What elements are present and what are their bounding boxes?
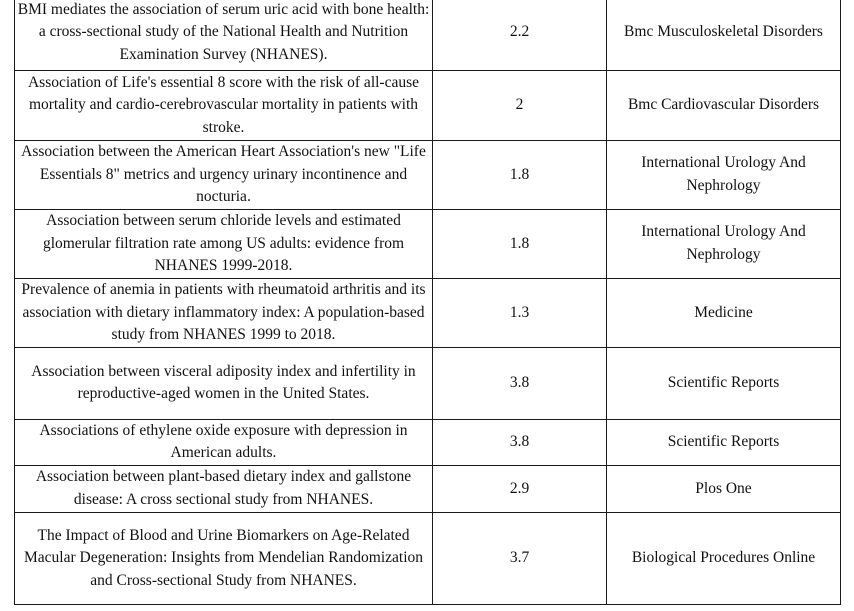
table-row <box>15 141 841 210</box>
paper-title-cell: Association between serum chloride levels and estimated glomerular filtration rate among US adults: evidence from NHANES 1999-2018. <box>15 210 433 279</box>
paper-title-cell: Association between the American Heart Association's new "Life Essentials 8" metrics and urgency urinary incontinence and nocturia. <box>15 141 433 210</box>
publication-table <box>14 0 841 605</box>
table-row <box>15 512 841 604</box>
table-row <box>15 465 841 512</box>
journal-cell: Scientific Reports <box>607 347 841 419</box>
impact-factor-cell: 1.8 <box>433 141 607 210</box>
table-row <box>15 210 841 279</box>
table-row <box>15 347 841 419</box>
impact-factor-cell: 1.8 <box>433 210 607 279</box>
paper-title-cell: Association of Life's essential 8 score with the risk of all-cause mortality and cardio-cerebrovascular mortality in patients with stroke. <box>15 71 433 141</box>
journal-cell: International Urology And Nephrology <box>607 210 841 279</box>
journal-cell: Bmc Musculoskeletal Disorders <box>607 0 841 71</box>
impact-factor-cell: 2 <box>433 71 607 141</box>
table-row <box>15 419 841 465</box>
paper-title-cell: Association between visceral adiposity index and infertility in reproductive-aged women in the United States. <box>15 347 433 419</box>
journal-cell: Bmc Cardiovascular Disorders <box>607 71 841 141</box>
impact-factor-cell: 2.9 <box>433 465 607 512</box>
paper-title-cell: Association between plant-based dietary index and gallstone disease: A cross sectional study from NHANES. <box>15 465 433 512</box>
table-row <box>15 0 841 71</box>
table-row <box>15 71 841 141</box>
impact-factor-cell: 3.7 <box>433 512 607 604</box>
paper-title-cell: The Impact of Blood and Urine Biomarkers on Age-Related Macular Degeneration: Insights from Mendelian Randomization and Cross-sectional Study from NHANES. <box>15 512 433 604</box>
journal-cell: Biological Procedures Online <box>607 512 841 604</box>
impact-factor-cell: 3.8 <box>433 419 607 465</box>
journal-cell: Medicine <box>607 279 841 348</box>
journal-cell: Plos One <box>607 465 841 512</box>
journal-cell: Scientific Reports <box>607 419 841 465</box>
impact-factor-cell: 1.3 <box>433 279 607 348</box>
paper-title-cell: BMI mediates the association of serum uric acid with bone health: a cross-sectional study of the National Health and Nutrition Examination Survey (NHANES). <box>15 0 433 71</box>
paper-title-cell: Associations of ethylene oxide exposure with depression in American adults. <box>15 419 433 465</box>
journal-cell: International Urology And Nephrology <box>607 141 841 210</box>
table-row <box>15 279 841 348</box>
publication-table-container <box>14 0 840 605</box>
impact-factor-cell: 2.2 <box>433 0 607 71</box>
impact-factor-cell: 3.8 <box>433 347 607 419</box>
paper-title-cell: Prevalence of anemia in patients with rheumatoid arthritis and its association with dietary inflammatory index: A population-based study from NHANES 1999 to 2018. <box>15 279 433 348</box>
